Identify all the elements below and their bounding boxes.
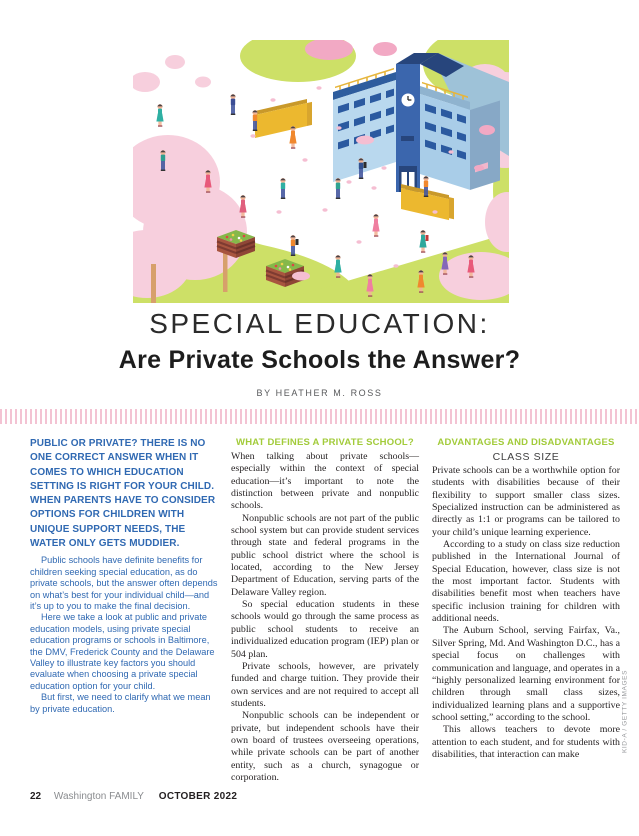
define-paragraph-1: When talking about private schools—especially within the context of special education—it’s important to note the distinction between private and nonpublic schools. <box>231 451 419 512</box>
advantages-paragraph-2: According to a study on class size reduction published in the International Journal of Special Education, however, class size is not the most important factor. Students with disabilities benefit most when teachers have specific inclusion training for children with additional needs. <box>432 539 620 625</box>
column-intro <box>30 437 218 784</box>
article-subtitle: Are Private Schools the Answer? <box>118 346 521 374</box>
column-advantages <box>432 437 620 784</box>
intro-paragraph-3: But first, we need to clarify what we mean by private education. <box>30 692 211 714</box>
magazine-name: Washington FAMILY <box>53 791 144 802</box>
define-paragraph-5: Nonpublic schools can be independent or private, but independent schools have their own board of trustees overseeing operations, while private schools can be part of another entity, such as a church, synagogue or corporation. <box>231 710 419 783</box>
issue-date: OCTOBER 2022 <box>158 791 238 802</box>
section-heading-define: WHAT DEFINES A PRIVATE SCHOOL? <box>236 437 414 448</box>
photo-credit: KID-A / GETTY IMAGES <box>621 669 629 754</box>
school-illustration <box>133 40 509 303</box>
advantages-paragraph-3: The Auburn School, serving Fairfax, Va., Silver Spring, Md. And Washington D.C., has a special focus on challenges with communication and language, and operates in a “highly personalized learning environment for children through small class sizes, individualized learning plans and a supportive school setting,” according to the school. <box>432 625 620 723</box>
striped-divider <box>0 409 639 424</box>
side-face <box>470 100 500 190</box>
intro-paragraph-2: Here we take a look at public and private education models, using private special education programs or schools in Baltimore, the DMV, Frederick County and the Delaware Valley to illustrate key factors you should evaluate when choosing a private special education option for your child. <box>30 612 215 691</box>
intro-lead: PUBLIC OR PRIVATE? THERE IS NO ONE CORRECT ANSWER WHEN IT COMES TO WHICH EDUCATION SETTING IS RIGHT FOR YOUR CHILD. WHEN PARENTS HAVE TO CONSIDER OPTIONS FOR CHILDREN WITH UNIQUE SUPPORT NEEDS, THE WATER ONLY GETS MUDDIER. <box>30 438 216 550</box>
subsection-heading-class-size: CLASS SIZE <box>492 451 560 463</box>
article-kicker-title: SPECIAL EDUCATION: <box>149 308 490 339</box>
right-wing <box>420 82 470 190</box>
define-paragraph-2: Nonpublic schools are not part of the public school system but can provide student services through state and federal programs in the public school district where the school is located, according to the New Jersey Department of Education, serving parts of the Delaware Valley region. <box>231 512 419 598</box>
school-illustration-svg <box>133 40 509 303</box>
section-heading-advantages: ADVANTAGES AND DISADVANTAGES <box>437 437 615 448</box>
byline: BY HEATHER M. ROSS <box>256 388 383 398</box>
article-columns <box>30 437 619 784</box>
page-number: 22 <box>30 791 42 802</box>
intro-paragraph-1: Public schools have definite benefits for children seeking special education, as do private schools, but the answer often depends on what’s best for your individual child—and it’s up to you to make the final decision. <box>30 555 218 611</box>
column-define <box>231 437 419 784</box>
page-footer <box>30 791 237 802</box>
advantages-paragraph-4: This allows teachers to devote more attention to each student, and for students with disabilities, that interaction can make <box>432 724 620 760</box>
define-paragraph-3: So special education students in these schools would go through the same process as public school students to receive an individualized education program (IEP) plan or 504 plan. <box>231 599 419 660</box>
advantages-paragraph-1: Private schools can be a worthwhile option for students with disabilities because of their flexibility to support smaller class sizes. Specialized instruction can be administered as directly as 1:1 or programs can be tailored to your child’s unique learning experience. <box>432 465 620 538</box>
article-header <box>0 308 639 398</box>
define-paragraph-4: Private schools, however, are privately funded and charge tuition. They provide their own services and are not required to accept all students. <box>231 660 419 709</box>
